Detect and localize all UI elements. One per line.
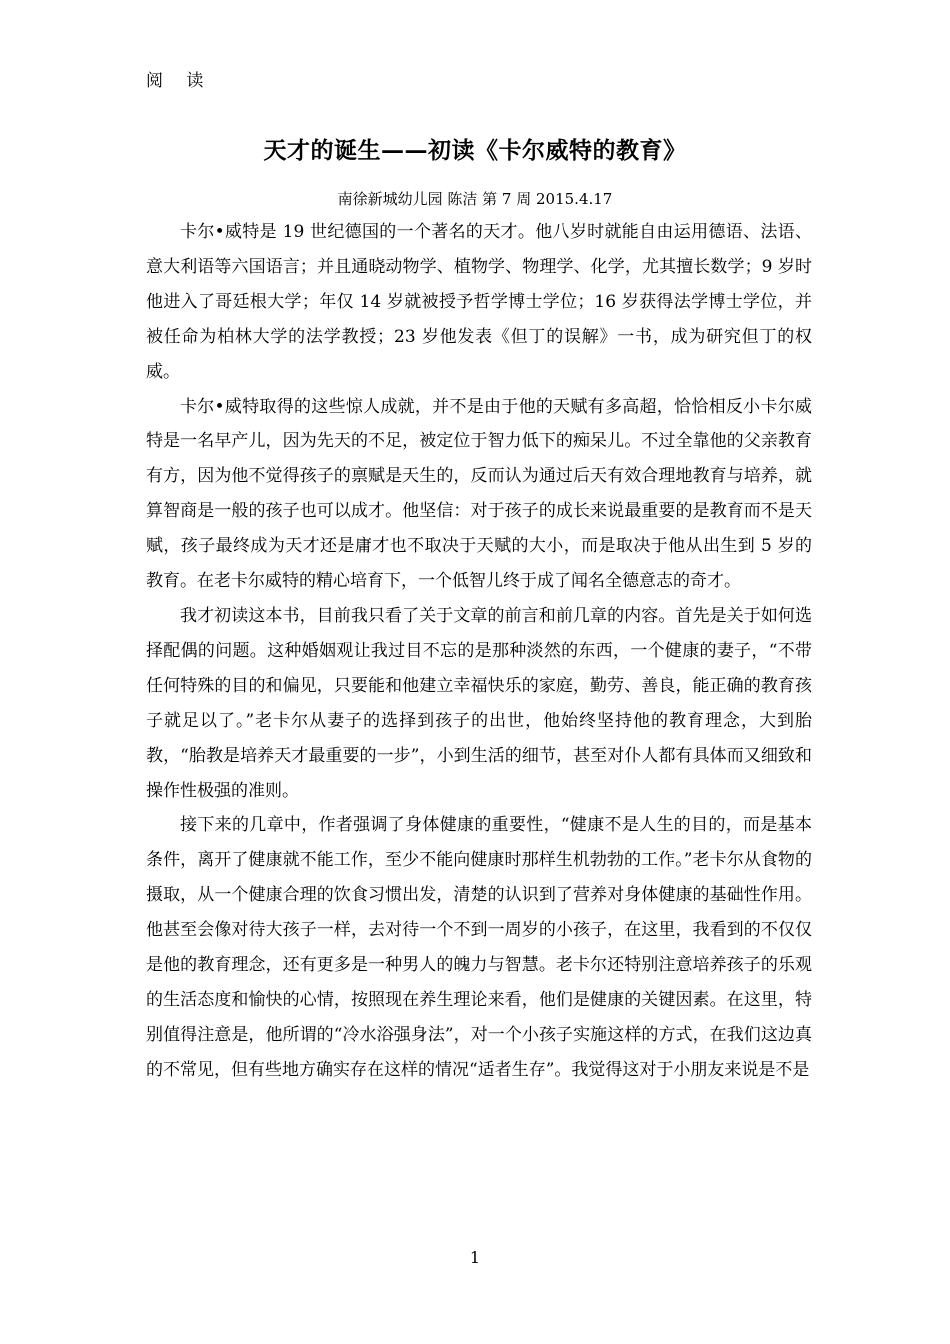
article-body xyxy=(146,215,812,1088)
paragraph-1: 卡尔•威特是 19 世纪德国的一个著名的天才。他八岁时就能自由运用德语、法语、意大利语等六国语言；并且通晓动物学、植物学、物理学、化学，尤其擅长数学；9 岁时他进入了哥廷根大学；年仅 14 岁就被授予哲学博士学位；16 岁获得法学博士学位，并被任命为柏林大学的法学教授；23 岁他发表《但丁的误解》一书，成为研究但丁的权威。 xyxy=(146,222,812,382)
paragraph-3: 我才初读这本书，目前我只看了关于文章的前言和前几章的内容。首先是关于如何选择配偶的问题。这种婚姻观让我过目不忘的是那种淡然的东西，一个健康的妻子，“不带任何特殊的目的和偏见，只要能和他建立幸福快乐的家庭，勤劳、善良，能正确的教育孩子就足以了。”老卡尔从妻子的选择到孩子的出世，他始终坚持他的教育理念，大到胎教，“胎教是培养天才最重要的一步”，小到生活的细节，甚至对仆人都有具体而又细致和操作性极强的准则。 xyxy=(146,605,812,801)
article-byline: 南徐新城幼儿园 陈洁 第 7 周 2015.4.17 xyxy=(337,190,613,208)
article-title: 天才的诞生——初读《卡尔威特的教育》 xyxy=(263,137,687,164)
paragraph-4: 接下来的几章中，作者强调了身体健康的重要性，“健康不是人生的目的，而是基本条件，离开了健康就不能工作，至少不能向健康时那样生机勃勃的工作。”老卡尔从食物的摄取，从一个健康合理的饮食习惯出发，清楚的认识到了营养对身体健康的基础性作用。他甚至会像对待大孩子一样，去对待一个不到一周岁的小孩子，在这里，我看到的不仅仅是他的教育理念，还有更多是一种男人的魄力与智慧。老卡尔还特别注意培养孩子的乐观的生活态度和愉快的心情，按照现在养生理论来看，他们是健康的关键因素。在这里，特别值得注意是，他所谓的“冷水浴强身法”，对一个小孩子实施这样的方式，在我们这边真的不常见，但有些地方确实存在这样的情况“适者生存”。我觉得这对于小朋友来说是不是 xyxy=(146,815,812,1080)
section-label: 阅 读 xyxy=(146,71,213,91)
paragraph-2: 卡尔•威特取得的这些惊人成就，并不是由于他的天赋有多高超，恰恰相反小卡尔威特是一名早产儿，因为先天的不足，被定位于智力低下的痴呆儿。不过全靠他的父亲教育有方，因为他不觉得孩子的禀赋是天生的，反而认为通过后天有效合理地教育与培养，就算智商是一般的孩子也可以成才。他坚信：对于孩子的成长来说最重要的是教育而不是天赋，孩子最终成为天才还是庸才也不取决于天赋的大小，而是取决于他从出生到 5 岁的教育。在老卡尔威特的精心培育下，一个低智儿终于成了闻名全德意志的奇才。 xyxy=(146,396,812,592)
page-number: 1 xyxy=(469,1248,481,1267)
